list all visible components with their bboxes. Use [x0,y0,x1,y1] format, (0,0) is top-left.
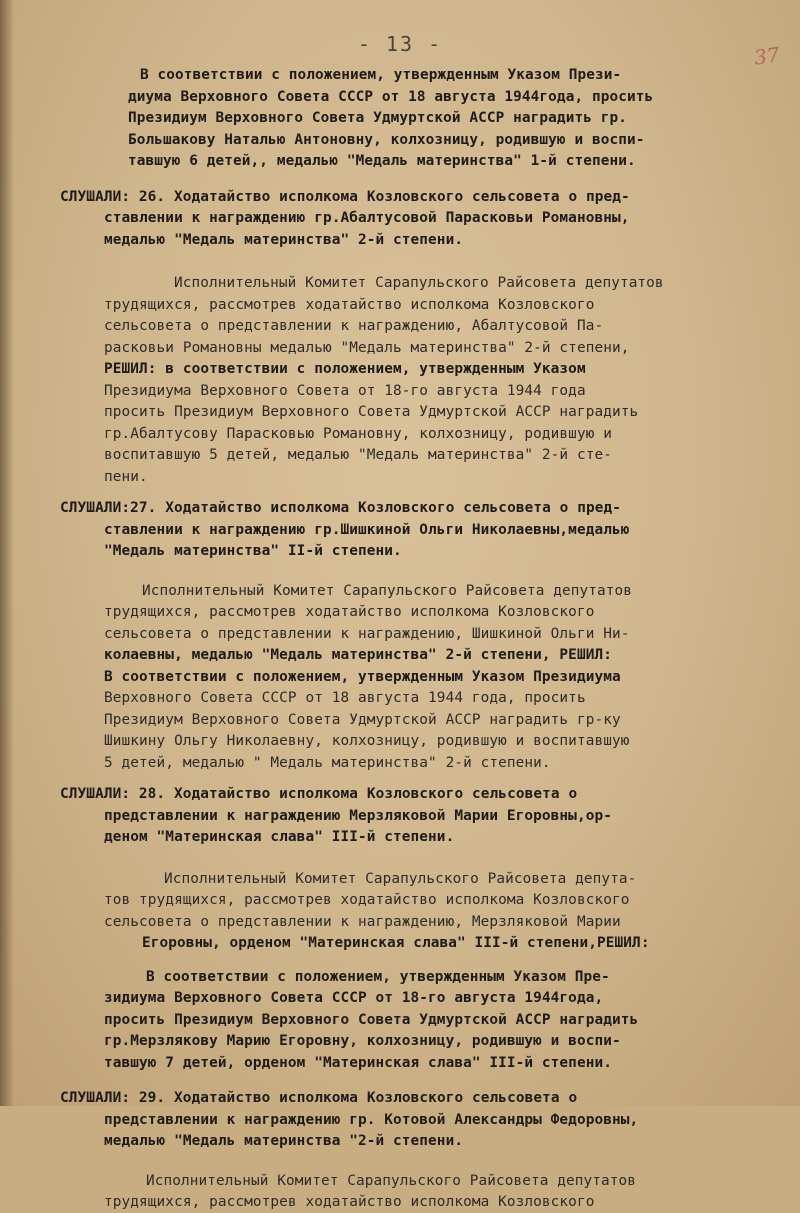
text-line: Шишкину Ольгу Николаевну, колхозницу, родившую и воспитавшую [104,732,630,749]
archive-mark: 37 [752,42,781,70]
text-line: Верховного Совета СССР от 18 августа 1944 года, просить [104,689,586,706]
text-line: трудящихся, рассмотрев ходатайство исполкома Козловского [104,295,595,313]
text-line: гр.Мерзлякову Марию Егоровну, колхозницу, родившую и воспи- [104,1032,621,1049]
text-line: 5 детей, медалью " Медаль материнства" 2-й степени. [104,753,551,771]
text-line: сельсовета о представлении к награждению, Мерзляковой Марии [104,912,621,930]
text-line: тов трудящихся, рассмотрев ходатайство исполкома Козловского [104,891,630,908]
text-line: расковьи Романовны медалью "Медаль материнства" 2-й степени, [104,338,630,356]
text-line: медалью "Медаль материнства" 2-й степени. [104,230,464,248]
paragraph-heard-27 [60,497,800,562]
text-line: воспитавшую 5 детей, медалью "Медаль материнства" 2-й сте- [104,446,612,463]
paragraph-heard-28 [60,783,800,848]
text-line: просить Президиум Верховного Совета Удмуртской АССР наградить [104,403,639,420]
text-line: В соответствии с положением, утвержденным Указом Прези- [140,66,622,83]
text-line: "Медаль материнства" II-й степени. [104,542,402,559]
text-line: Президиум Верховного Совета Удмуртской АССР наградить гр. [128,109,627,126]
text-line: гр.Абалтусову Парасковью Романовну, колхозницу, родившую и [104,424,612,442]
paragraph-decision-27 [104,580,800,774]
text-line: Президиум Верховного Совета Удмуртской АССР наградить гр-ку [104,710,621,728]
text-line: СЛУШАЛИ: 29. Ходатайство исполкома Козловского сельсовета о [60,1089,578,1106]
text-line: диума Верховного Совета СССР от 18 августа 1944года, просить [128,87,654,105]
text-line: Большакову Наталью Антоновну, колхозницу, родившую и воспи- [128,130,645,148]
paragraph-decision-28-b [104,966,800,1074]
text-line: В соответствии с положением, утвержденным Указом Пре- [146,967,610,985]
text-line: трудящихся, рассмотрев ходатайство исполкома Козловского [104,603,595,620]
paragraph-heard-29 [60,1087,800,1152]
text-line: Исполнительный Комитет Сарапульского Райсовета депутатов [142,581,633,599]
paragraph-heard-26 [60,186,800,251]
text-line: Исполнительный Комитет Сарапульского Райсовета депутатов [174,274,664,291]
page-number: - 13 - [357,32,443,56]
text-line: Исполнительный Комитет Сарапульского Райсовета депута- [164,869,637,887]
text-line: Президиума Верховного Совета от 18-го августа 1944 года [104,381,586,399]
paragraph-decision-29 [104,1170,800,1213]
document-body [0,64,800,1213]
text-line: СЛУШАЛИ:27. Ходатайство исполкома Козловского сельсовета о пред- [60,499,622,516]
text-line: тавшую 6 детей,, медалью "Медаль материнства" 1-й степени. [128,152,636,169]
text-line: В соответствии с положением, утвержденным Указом Президиума [104,667,621,685]
text-line: сельсовета о представлении к награждению, Абалтусовой Па- [104,317,604,334]
paragraph-decision-28-a [104,868,800,954]
text-line: СЛУШАЛИ: 26. Ходатайство исполкома Козловского сельсовета о пред- [60,187,630,205]
text-line: Егоровны, орденом "Материнская слава" III-й степени,РЕШИЛ: [142,934,650,951]
text-line: колаевны, медалью "Медаль материнства" 2-й степени, РЕШИЛ: [104,646,612,663]
text-line: представлении к награждению Мерзляковой Марии Егоровны,ор- [104,806,612,824]
text-line: тавшую 7 детей, орденом "Материнская слава" III-й степени. [104,1053,612,1071]
text-line: представлении к награждению гр. Котовой Александры Федоровны, [104,1110,639,1128]
text-line: медалью "Медаль материнства "2-й степени. [104,1132,464,1149]
paragraph-decision-25 [70,64,800,172]
text-line: СЛУШАЛИ: 28. Ходатайство исполкома Козловского сельсовета о [60,785,578,802]
paragraph-decision-26 [104,272,800,487]
text-line: ставлении к награждению гр.Абалтусовой Парасковьи Романовны, [104,209,630,226]
text-line: трудящихся, рассмотрев ходатайство исполкома Козловского [104,1193,595,1210]
text-line: ставлении к награждению гр.Шишкиной Ольги Николаевны,медалью [104,520,630,538]
text-line: пени. [104,467,148,485]
text-line: просить Президиум Верховного Совета Удмуртской АССР наградить [104,1010,639,1028]
text-line: деном "Материнская слава" III-й степени. [104,828,455,845]
text-line: сельсовета о представлении к награждению, Шишкиной Ольги Ни- [104,624,630,642]
text-line: зидиума Верховного Совета СССР от 18-го августа 1944года, [104,989,604,1006]
text-line: РЕШИЛ: в соответствии с положением, утвержденным Указом [104,360,586,377]
text-line: Исполнительный Комитет Сарапульского Райсовета депутатов [146,1171,637,1189]
